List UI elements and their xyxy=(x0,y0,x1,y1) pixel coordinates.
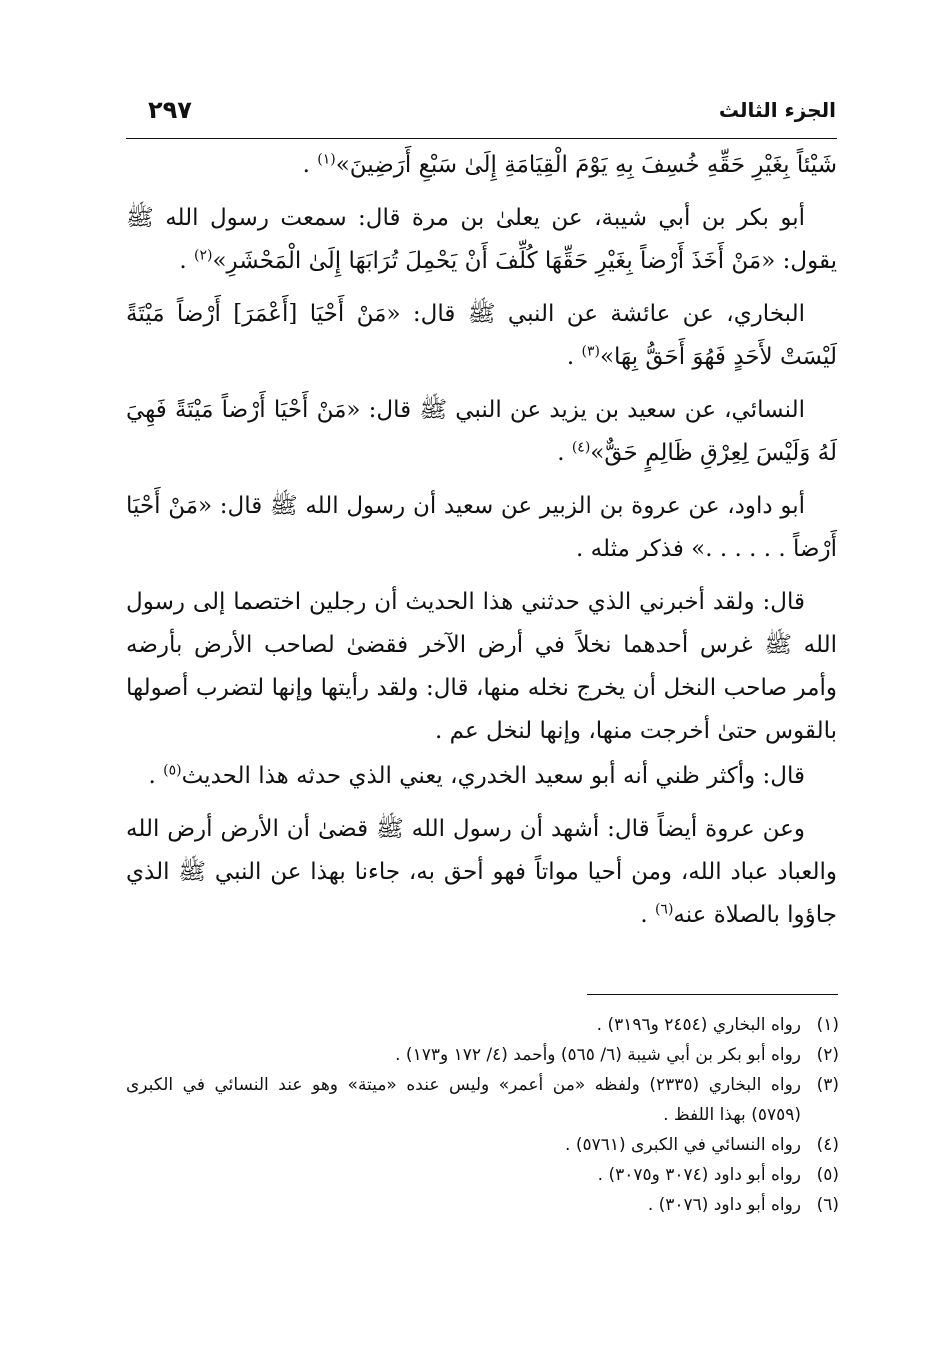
paragraph-7 xyxy=(126,755,837,798)
main-text xyxy=(126,144,837,947)
paragraph-8 xyxy=(126,808,837,937)
footnote-ref-1: (١) xyxy=(317,151,336,168)
paragraph-end: . xyxy=(179,248,195,274)
footnote-ref-4: (٤) xyxy=(571,439,591,456)
footnote-text: رواه البخاري (٢٣٣٥) ولفظه «من أعمر» وليس عنده «ميتة» وهو عند النسائي في الكبرى (٥٧٥٩) بهذا اللفظ . xyxy=(126,1075,801,1125)
footnote-number: (٤) xyxy=(816,1135,839,1155)
page-number: ٢٩٧ xyxy=(148,96,192,124)
footnote-item xyxy=(126,1070,839,1130)
paragraph-6 xyxy=(126,581,837,753)
footnotes xyxy=(126,1010,839,1220)
footnote-item xyxy=(126,1190,839,1220)
footnote-ref-2: (٢) xyxy=(194,247,213,264)
paragraph-end: . xyxy=(640,902,655,928)
footnote-item xyxy=(126,1010,839,1040)
paragraph-text: أبو داود، عن عروة بن الزبير عن سعيد أن رسول الله ﷺ قال: «مَنْ أَحْيَا أَرْضاً . . . . . .» فذكر مثله . xyxy=(126,493,837,562)
paragraph-end: . xyxy=(557,440,572,466)
footnote-number: (٥) xyxy=(816,1165,839,1185)
paragraph-text: البخاري، عن عائشة عن النبي ﷺ قال: «مَنْ أَحْيَا [أَعْمَرَ] أَرْضاً مَيْتَةً لَيْسَتْ لأَحَدٍ فَهُوَ أَحَقُّ بِهَا» xyxy=(126,301,837,370)
footnote-number: (٢) xyxy=(816,1045,839,1065)
footnote-text: رواه أبو داود (٣٠٧٦) . xyxy=(647,1195,801,1215)
paragraph-text: أبو بكر بن أبي شيبة، عن يعلىٰ بن مرة قال: سمعت رسول الله ﷺ يقول: «مَنْ أَخَذَ أَرْضاً بِغَيْرِ حَقِّهَا كُلِّفَ أَنْ يَحْمِلَ تُرَابَهَا إِلَىٰ الْمَحْشَرِ» xyxy=(126,205,837,274)
paragraph-3 xyxy=(126,293,837,379)
footnote-text: رواه أبو بكر بن أبي شيبة (٦/ ٥٦٥) وأحمد (٤/ ١٧٢ و١٧٣) . xyxy=(395,1045,801,1065)
footnote-number: (٦) xyxy=(816,1195,839,1215)
footnote-item xyxy=(126,1160,839,1190)
paragraph-2 xyxy=(126,197,837,283)
paragraph-5 xyxy=(126,485,837,571)
paragraph-4 xyxy=(126,389,837,475)
footnote-ref-5: (٥) xyxy=(163,762,182,779)
paragraph-end: . xyxy=(566,344,582,370)
footnote-text: رواه أبو داود (٣٠٧٤ و٣٠٧٥) . xyxy=(597,1165,801,1185)
paragraph-end: . xyxy=(148,763,164,789)
paragraph-text: شَيْئاً بِغَيْرِ حَقِّهِ خُسِفَ بِهِ يَوْمَ الْقِيَامَةِ إِلَىٰ سَبْعِ أَرَضِينَ» xyxy=(335,152,837,178)
footnote-ref-6: (٦) xyxy=(654,901,674,918)
paragraph-1 xyxy=(126,144,837,187)
footnote-ref-3: (٣) xyxy=(581,343,600,360)
paragraph-text: وعن عروة أيضاً قال: أشهد أن رسول الله ﷺ قضىٰ أن الأرض أرض الله والعباد عباد الله، ومن أحيا مواتاً فهو أحق به، جاءنا بهذا عن النبي ﷺ الذي جاؤوا بالصلاة عنه xyxy=(126,816,837,928)
footnote-item xyxy=(126,1040,839,1070)
paragraph-text: قال: وأكثر ظني أنه أبو سعيد الخدري، يعني الذي حدثه هذا الحديث xyxy=(181,763,805,789)
running-title: الجزء الثالث xyxy=(718,98,836,122)
paragraph-end: . xyxy=(302,152,318,178)
footnote-number: (١) xyxy=(816,1015,839,1035)
footnote-text: رواه النسائي في الكبرى (٥٧٦١) . xyxy=(565,1135,801,1155)
footnote-number: (٣) xyxy=(816,1075,839,1095)
header-rule xyxy=(126,138,837,139)
paragraph-text: قال: ولقد أخبرني الذي حدثني هذا الحديث أن رجلين اختصما إلى رسول الله ﷺ غرس أحدهما نخلاً في أرض الآخر فقضىٰ لصاحب الأرض بأرضه وأمر صاحب النخل أن يخرج نخله منها، قال: ولقد رأيتها وإنها لتضرب أصولها بالقوس حتىٰ أخرجت منها، وإنها لنخل عم . xyxy=(126,589,837,744)
footnote-text: رواه البخاري (٢٤٥٤ و٣١٩٦) . xyxy=(596,1015,801,1035)
footnote-item xyxy=(126,1130,839,1160)
paragraph-text: النسائي، عن سعيد بن يزيد عن النبي ﷺ قال: «مَنْ أَحْيَا أَرْضاً مَيْتَةً فَهِيَ لَهُ وَلَيْسَ لِعِرْقِ ظَالِمٍ حَقٌّ» xyxy=(126,397,837,466)
footnote-rule xyxy=(587,994,838,995)
page-header xyxy=(126,96,836,132)
